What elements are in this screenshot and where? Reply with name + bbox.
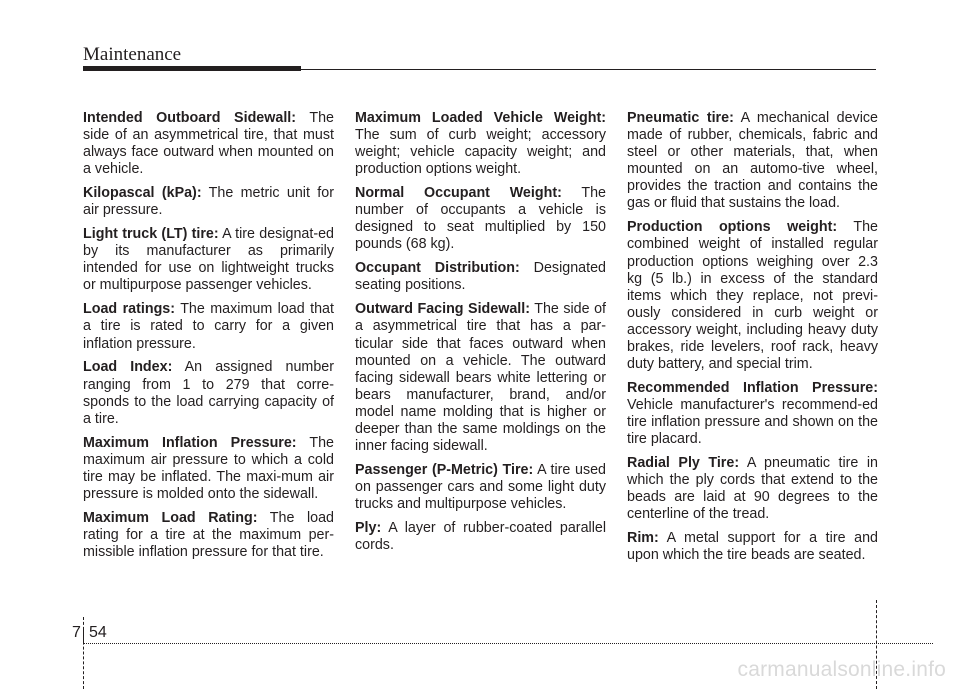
glossary-term: Pneumatic tire: (627, 110, 734, 126)
glossary-entry (355, 110, 606, 178)
glossary-entry (83, 435, 334, 503)
glossary-term: Rim: (627, 530, 659, 547)
glossary-definition: A mechanical device made of rubber, chemicals, fabric and steel or other materials, that, when mounted on an automo-tive wheel, provides the traction and contains the gas or fluid that sustains the load. (627, 110, 878, 212)
glossary-entry (355, 520, 606, 554)
glossary-term: Radial Ply Tire: (627, 455, 740, 472)
page-number-separator (83, 627, 84, 643)
glossary-entry (627, 530, 878, 564)
header-bar (83, 66, 301, 71)
glossary-term: Maximum Load Rating: (83, 509, 258, 526)
glossary-definition: Vehicle manufacturer's recommend-ed tire inflation pressure and shown on the tire placard. (627, 397, 878, 448)
page-title: Maintenance (83, 44, 182, 65)
glossary-definition: The combined weight of installed regular production options weighing over 2.3 kg (5 lb.) in excess of the standard items which they replace, not previ-ously considered in curb weight or accessory weight, including heavy duty brakes, ride levelers, roof rack, heavy duty battery, and special trim. (627, 219, 878, 373)
glossary-term: Ply: (355, 520, 382, 537)
glossary-definition: The load rating for a tire at the maximum per-missible inflation pressure for that tire. (83, 509, 334, 560)
glossary-term: Recommended Inflation Pressure: (627, 380, 878, 396)
glossary-definition: The maximum air pressure to which a cold tire may be inflated. The maxi-mum air pressure is molded onto the sidewall. (83, 434, 335, 502)
column-3 (627, 110, 878, 571)
glossary-definition: The number of occupants a vehicle is designed to seat multiplied by 150 pounds (68 kg). (355, 185, 606, 253)
glossary-term: Passenger (P-Metric) Tire: (355, 461, 534, 478)
glossary-term: Maximum Inflation Pressure: (83, 434, 297, 451)
glossary-definition: The sum of curb weight; accessory weight; vehicle capacity weight; and production options weight. (355, 127, 606, 178)
glossary-entry (83, 110, 334, 178)
glossary-definition: The maximum load that a tire is rated to carry for a given inflation pressure. (83, 301, 334, 352)
glossary-definition: The side of a asymmetrical tire that has a par-ticular side that faces outward when mounted on a vehicle. The outward facing sidewall bears white lettering or bears manufacturer, brand, and/or model name molding that is higher or deeper than the same moldings on the inner facing sidewall. (355, 301, 606, 455)
glossary-definition: The metric unit for air pressure. (83, 185, 334, 219)
glossary-definition: A pneumatic tire in which the ply cords that extend to the beads are laid at 90 degrees to the centerline of the tread. (627, 455, 879, 523)
glossary-term: Outward Facing Sidewall: (355, 301, 530, 318)
glossary-definition: A tire designat-ed by its manufacturer as primarily intended for use on lightweight trucks or multipurpose passenger vehicles. (83, 226, 334, 294)
glossary-entry (355, 301, 606, 455)
glossary-definition: A tire used on passenger cars and some light duty trucks and multipurpose vehicles. (355, 461, 606, 513)
glossary-term: Maximum Loaded Vehicle Weight: (355, 110, 606, 126)
header-rule (301, 69, 876, 70)
glossary-entry (627, 380, 878, 448)
glossary-term: Load Index: (83, 359, 173, 376)
glossary-definition: An assigned number ranging from 1 to 279 that corre-sponds to the load carrying capacity of a tire. (83, 359, 334, 427)
glossary-entry (627, 455, 878, 523)
glossary-entry (355, 462, 606, 513)
glossary-definition: The side of an asymmetrical tire, that must always face outward when mounted on a vehicle. (83, 110, 334, 178)
watermark: carmanualsonline.info (737, 658, 946, 681)
glossary-term: Light truck (LT) tire: (83, 226, 219, 243)
glossary-entry (83, 185, 334, 219)
glossary-entry (83, 510, 334, 561)
column-2 (355, 110, 606, 561)
glossary-entry (355, 260, 606, 294)
glossary-term: Kilopascal (kPa): (83, 185, 202, 202)
page-number: 54 (89, 624, 107, 641)
glossary-entry (83, 359, 334, 427)
glossary-term: Production options weight: (627, 219, 838, 236)
glossary-term: Occupant Distribution: (355, 260, 520, 277)
glossary-entry (355, 185, 606, 253)
glossary-term: Load ratings: (83, 301, 176, 318)
glossary-entry (627, 219, 878, 373)
column-1 (83, 110, 334, 568)
glossary-entry (627, 110, 878, 213)
glossary-term: Intended Outboard Sidewall: (83, 110, 297, 126)
glossary-definition: A metal support for a tire and upon which the tire beads are seated. (627, 530, 879, 564)
glossary-term: Normal Occupant Weight: (355, 185, 562, 202)
glossary-definition: A layer of rubber-coated parallel cords. (355, 520, 606, 554)
glossary-entry (83, 301, 334, 352)
footer-rule (83, 643, 933, 645)
chapter-number: 7 (72, 624, 81, 641)
glossary-definition: Designated seating positions. (355, 260, 606, 294)
glossary-entry (83, 226, 334, 294)
